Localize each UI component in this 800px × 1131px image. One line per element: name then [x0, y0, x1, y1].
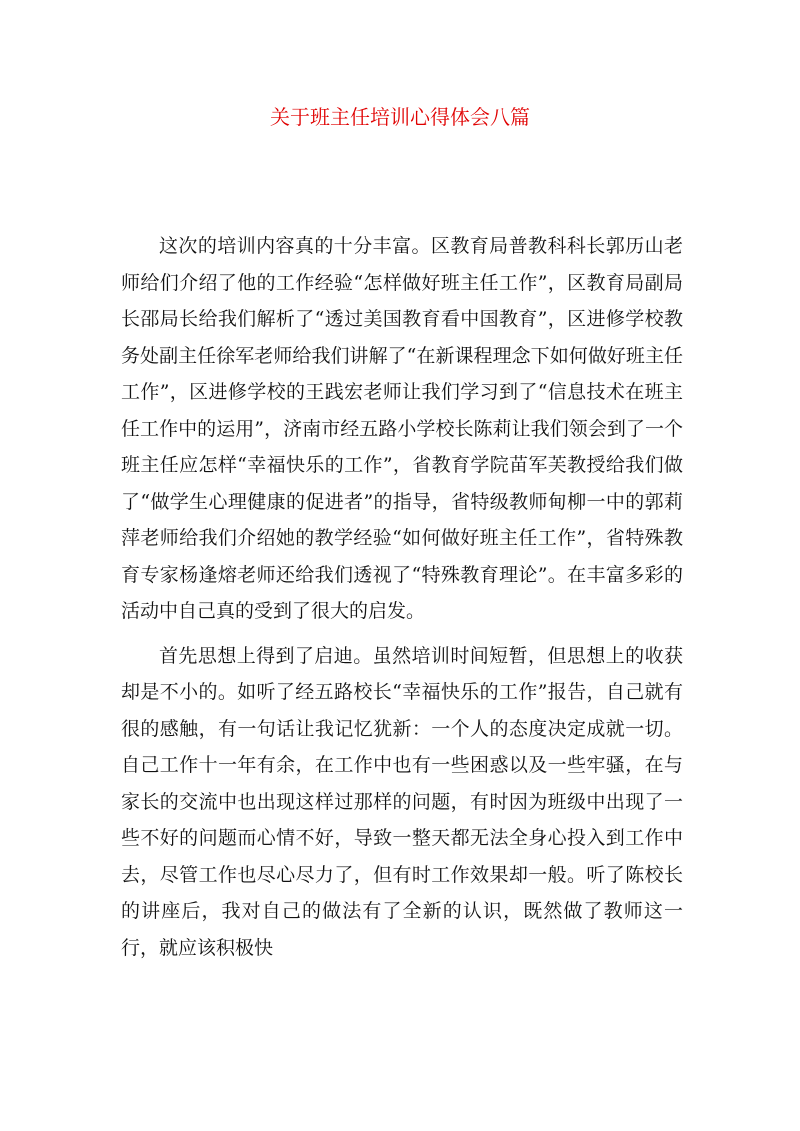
paragraph-1: 这次的培训内容真的十分丰富。区教育局普教科科长郭历山老师给们介绍了他的工作经验“怎样做好班主任工作”，区教育局副局长邵局长给我们解析了“透过美国教育看中国教育”，区进修学校教务处副主任徐军老师给我们讲解了“在新课程理念下如何做好班主任工作”，区进修学校的王践宏老师让我们学习到了“信息技术在班主任工作中的运用”，济南市经五路小学校长陈莉让我们领会到了一个班主任应怎样“幸福快乐的工作”，省教育学院苗军芙教授给我们做了“做学生心理健康的促进者”的指导，省特级教师甸柳一中的郭莉萍老师给我们介绍她的教学经验“如何做好班主任工作”，省特殊教育专家杨逢熔老师还给我们透视了“特殊教育理论”。在丰富多彩的活动中自己真的受到了很大的启发。	[121, 235, 683, 622]
document-title: 关于班主任培训心得体会八篇	[270, 105, 530, 129]
paragraph-2: 首先思想上得到了启迪。虽然培训时间短暂，但思想上的收获却是不小的。如听了经五路校长“幸福快乐的工作”报告，自己就有很的感触，有一句话让我记忆犹新：一个人的态度决定成就一切。自己工作十一年有余，在工作中也有一些困惑以及一些牢骚，在与家长的交流中也出现这样过那样的问题，有时因为班级中出现了一些不好的问题而心情不好，导致一整天都无法全身心投入到工作中去，尽管工作也尽心尽力了，但有时工作效果却一般。听了陈校长的讲座后，我对自己的做法有了全新的认识，既然做了教师这一行，就应该积极快	[121, 644, 683, 959]
document-body	[121, 228, 683, 974]
